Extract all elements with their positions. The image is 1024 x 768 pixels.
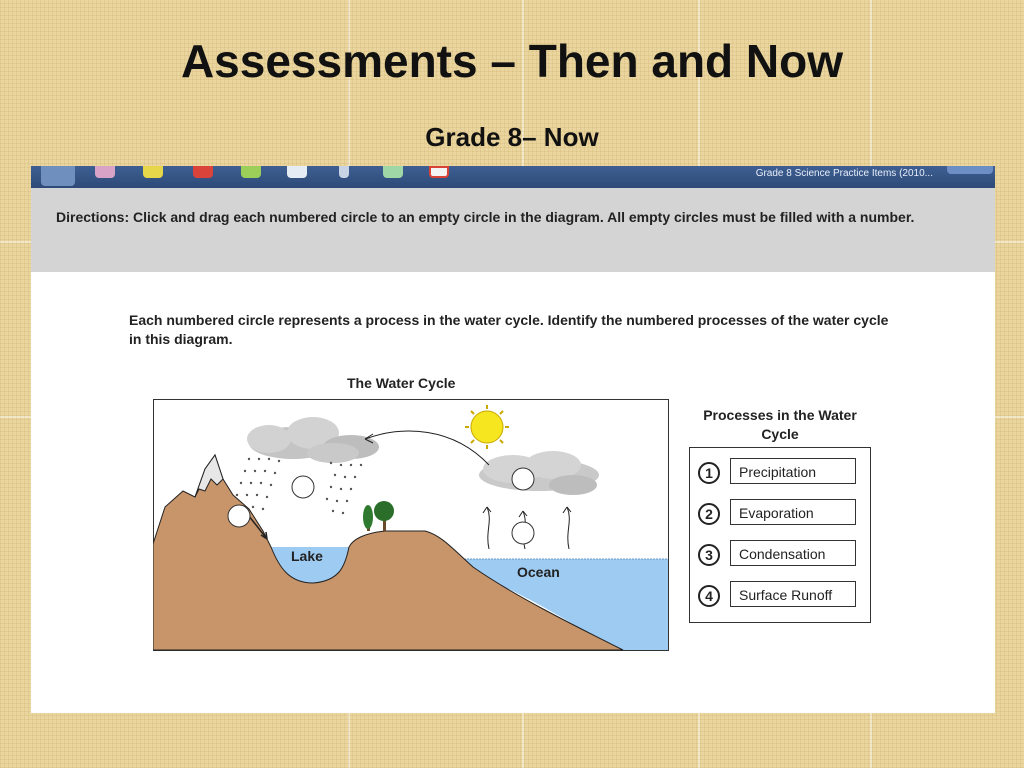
process-number[interactable]: 4: [698, 585, 720, 607]
process-label: Surface Runoff: [730, 581, 856, 607]
toolbar: [31, 166, 995, 188]
select-tool-icon[interactable]: [41, 166, 75, 186]
window-title: Grade 8 Science Practice Items (2010...: [755, 168, 933, 179]
process-number[interactable]: 1: [698, 462, 720, 484]
drop-target-condensation[interactable]: [512, 468, 534, 490]
process-item[interactable]: [698, 540, 864, 568]
process-item[interactable]: [698, 458, 864, 486]
eliminator-icon[interactable]: [193, 166, 213, 178]
processes-title: Processes in the Water Cycle: [703, 407, 857, 442]
process-label: Evaporation: [730, 499, 856, 525]
process-number[interactable]: 2: [698, 503, 720, 525]
eraser-icon[interactable]: [241, 166, 261, 178]
directions-bar: [31, 188, 995, 272]
processes-box: [689, 447, 871, 623]
drop-target-evaporation[interactable]: [512, 522, 534, 544]
lake-label: Lake: [291, 548, 323, 564]
directions-text: Directions: Click and drag each numbered circle to an empty circle in the diagram. All empty circles must be filled with a number.: [56, 209, 915, 225]
diagram-title: The Water Cycle: [347, 375, 456, 391]
ocean-label: Ocean: [517, 564, 560, 580]
process-item[interactable]: [698, 581, 864, 609]
highlighter-icon[interactable]: [95, 166, 115, 178]
water-cycle-diagram: [153, 399, 669, 651]
line-tool-icon[interactable]: [287, 166, 307, 178]
slide-subtitle: Grade 8– Now: [425, 122, 599, 152]
toolbar-button[interactable]: [947, 166, 993, 174]
process-label: Condensation: [730, 540, 856, 566]
marker-icon[interactable]: [143, 166, 163, 178]
drop-target-runoff[interactable]: [228, 505, 250, 527]
drop-target-precipitation[interactable]: [292, 476, 314, 498]
arrow-tool-icon[interactable]: [339, 166, 349, 178]
sun-icon: [465, 405, 509, 449]
help-icon[interactable]: [429, 166, 449, 178]
process-number[interactable]: 3: [698, 544, 720, 566]
slide-title: Assessments – Then and Now: [180, 35, 844, 87]
process-item[interactable]: [698, 499, 864, 527]
process-label: Precipitation: [730, 458, 856, 484]
question-text: Each numbered circle represents a process in the water cycle. Identify the numbered processes of the water cycle in this diagram.: [129, 312, 889, 347]
test-screenshot: [31, 166, 995, 713]
calculator-icon[interactable]: [383, 166, 403, 178]
